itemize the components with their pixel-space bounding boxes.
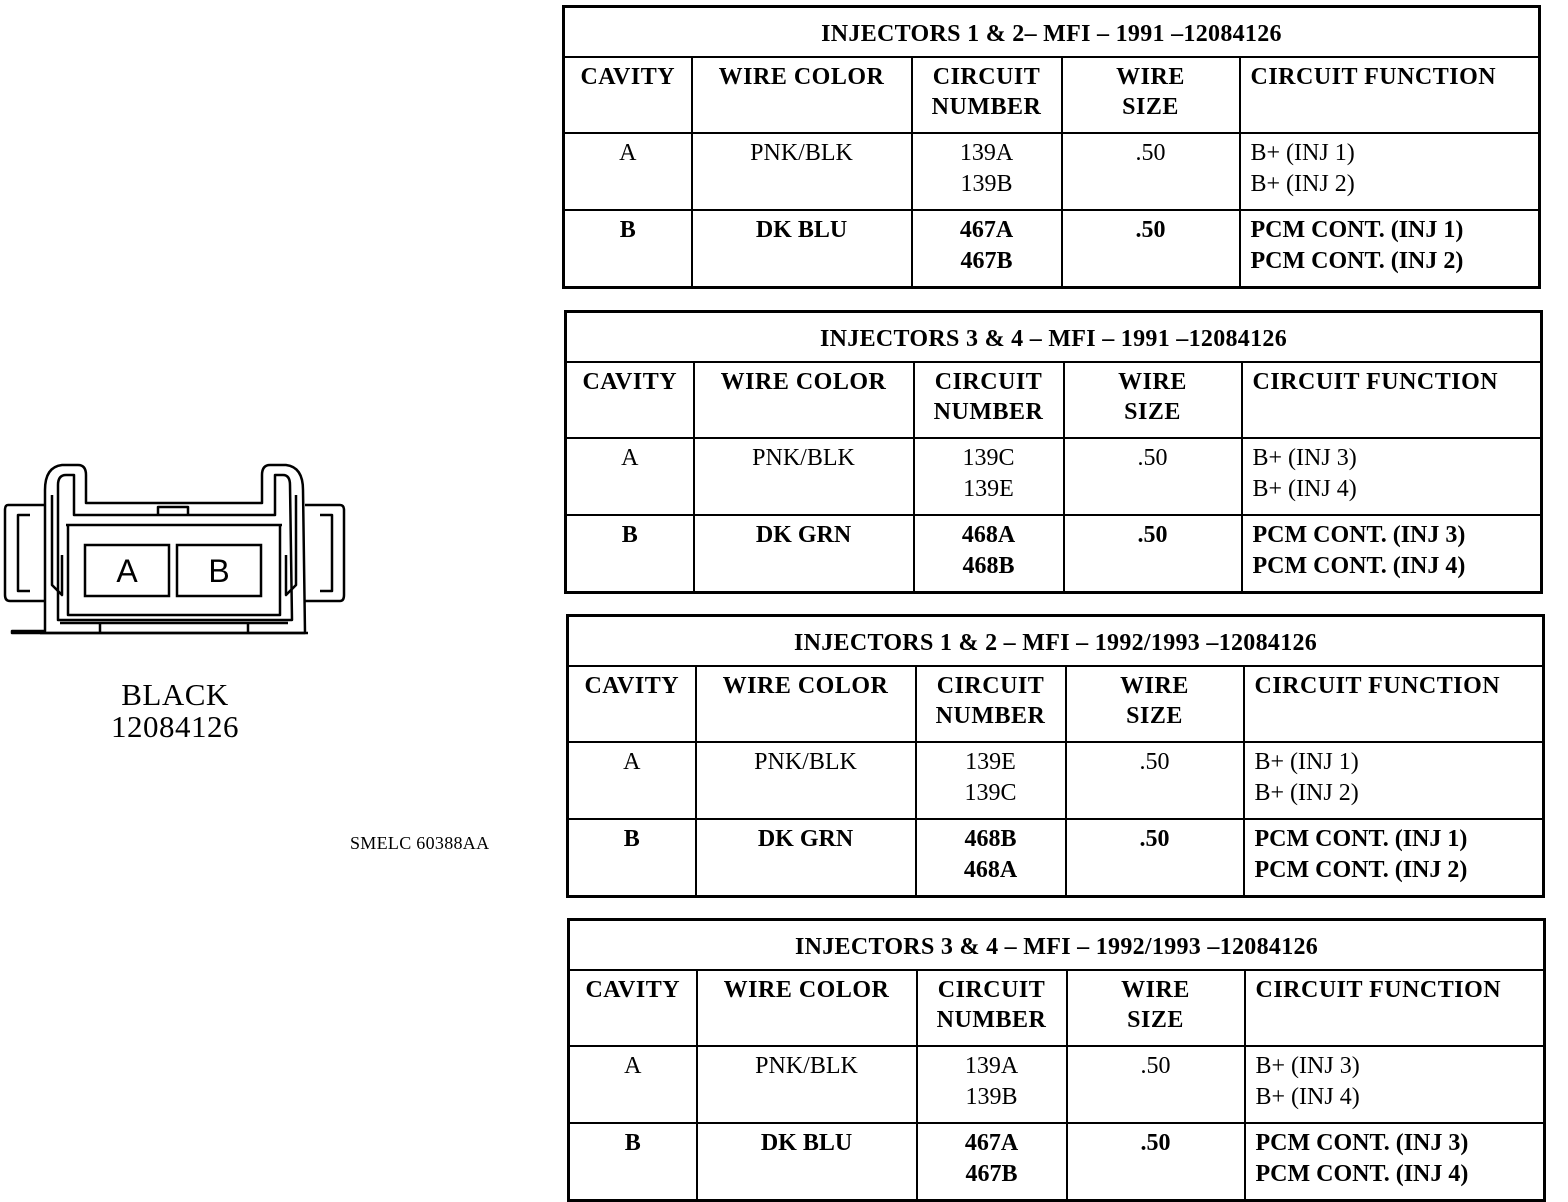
cell-circuit-number-line-1: 467A [959, 217, 1014, 243]
cell-cavity: B [564, 210, 692, 288]
cell-wire-size: .50 [1064, 515, 1242, 593]
header-wire-size-line-1: WIRE [1116, 64, 1185, 90]
header-circuit-number [916, 666, 1066, 742]
header-circuit-number [914, 362, 1064, 438]
cell-circuit-function-line-1: PCM CONT. (INJ 3) [1252, 522, 1466, 548]
pinout-table [564, 310, 1543, 594]
cell-circuit-function-line-1: PCM CONT. (INJ 3) [1255, 1130, 1469, 1156]
table-title: INJECTORS 3 & 4 – MFI – 1991 –12084126 [566, 312, 1542, 363]
cell-circuit-function [1245, 1123, 1545, 1201]
table-row [564, 133, 1540, 210]
cell-circuit-number-line-2: 139B [960, 171, 1013, 197]
cell-circuit-number [917, 1123, 1067, 1201]
cell-circuit-number [917, 1046, 1067, 1123]
table-title: INJECTORS 1 & 2– MFI – 1991 –12084126 [564, 7, 1540, 58]
figure-id: SMELC 60388AA [350, 833, 490, 853]
table-title-row [564, 7, 1540, 58]
cell-circuit-number [914, 515, 1064, 593]
cell-circuit-number [912, 133, 1062, 210]
header-circuit-number-line-2: NUMBER [931, 94, 1042, 120]
header-wire-size [1064, 362, 1242, 438]
cell-wire-size: .50 [1067, 1046, 1245, 1123]
cell-cavity: B [566, 515, 694, 593]
cell-wire-size: .50 [1062, 133, 1240, 210]
header-wire-color: WIRE COLOR [696, 666, 916, 742]
cell-wire-color: DK GRN [694, 515, 914, 593]
header-circuit-number-line-1: CIRCUIT [934, 369, 1043, 395]
cell-circuit-function-line-2: B+ (INJ 4) [1255, 1084, 1360, 1110]
cell-circuit-function-line-2: PCM CONT. (INJ 2) [1254, 857, 1468, 883]
cell-circuit-function-line-1: PCM CONT. (INJ 1) [1254, 826, 1468, 852]
pinout-table [566, 614, 1545, 898]
table-header-row [566, 362, 1542, 438]
header-circuit-number-line-1: CIRCUIT [932, 64, 1041, 90]
cell-circuit-number-line-2: 467B [965, 1161, 1018, 1187]
cell-cavity: A [564, 133, 692, 210]
cavity-a-label: A [116, 553, 138, 589]
cell-wire-color: DK BLU [697, 1123, 917, 1201]
cell-circuit-function-line-2: B+ (INJ 2) [1254, 780, 1359, 806]
cell-circuit-number [916, 742, 1066, 819]
cell-circuit-function-line-1: B+ (INJ 3) [1255, 1053, 1360, 1079]
cell-wire-color: PNK/BLK [697, 1046, 917, 1123]
cell-circuit-function [1244, 742, 1544, 819]
header-wire-color: WIRE COLOR [694, 362, 914, 438]
cell-circuit-number-line-2: 468A [963, 857, 1018, 883]
header-circuit-function: CIRCUIT FUNCTION [1245, 970, 1545, 1046]
header-wire-size [1062, 57, 1240, 133]
cell-wire-color: DK BLU [692, 210, 912, 288]
cell-wire-size: .50 [1067, 1123, 1245, 1201]
cell-circuit-function-line-1: B+ (INJ 1) [1254, 749, 1359, 775]
connector-part-number: 12084126 [111, 709, 239, 744]
header-circuit-function: CIRCUIT FUNCTION [1242, 362, 1542, 438]
cell-circuit-function-line-2: B+ (INJ 4) [1252, 476, 1357, 502]
header-wire-size-line-2: SIZE [1127, 1007, 1184, 1033]
cell-wire-color: PNK/BLK [692, 133, 912, 210]
cell-cavity: B [569, 1123, 697, 1201]
header-circuit-function: CIRCUIT FUNCTION [1240, 57, 1540, 133]
header-circuit-number-line-1: CIRCUIT [936, 673, 1045, 699]
cell-circuit-number-line-1: 139C [962, 445, 1015, 471]
header-wire-size-line-1: WIRE [1121, 977, 1190, 1003]
cell-circuit-function [1242, 438, 1542, 515]
cell-wire-size: .50 [1066, 819, 1244, 897]
header-wire-color: WIRE COLOR [692, 57, 912, 133]
cell-wire-size: .50 [1064, 438, 1242, 515]
cell-circuit-number-line-2: 139B [965, 1084, 1018, 1110]
table-header-row [564, 57, 1540, 133]
header-wire-size-line-1: WIRE [1120, 673, 1189, 699]
cell-circuit-function [1240, 133, 1540, 210]
header-wire-size [1066, 666, 1244, 742]
cell-circuit-number-line-1: 139A [959, 140, 1014, 166]
cell-wire-color: PNK/BLK [694, 438, 914, 515]
cell-circuit-function [1245, 1046, 1545, 1123]
cell-wire-color: DK GRN [696, 819, 916, 897]
cell-circuit-number-line-2: 468B [962, 553, 1015, 579]
cell-circuit-number [916, 819, 1066, 897]
cell-cavity: A [568, 742, 696, 819]
cell-circuit-number-line-1: 468A [961, 522, 1016, 548]
cell-circuit-number-line-2: 139C [964, 780, 1017, 806]
header-wire-size-line-2: SIZE [1122, 94, 1179, 120]
cell-circuit-number-line-1: 139A [964, 1053, 1019, 1079]
cell-circuit-number-line-1: 467A [964, 1130, 1019, 1156]
connector-color-label: BLACK [121, 677, 229, 712]
cell-wire-size: .50 [1066, 742, 1244, 819]
header-circuit-number-line-2: NUMBER [933, 399, 1044, 425]
connector-face-diagram [0, 455, 350, 655]
cell-circuit-function-line-1: B+ (INJ 1) [1250, 140, 1355, 166]
header-cavity: CAVITY [566, 362, 694, 438]
cell-circuit-number-line-2: 467B [960, 248, 1013, 274]
table-row [564, 210, 1540, 288]
table-row [566, 515, 1542, 593]
table-title: INJECTORS 3 & 4 – MFI – 1992/1993 –12084126 [569, 920, 1545, 971]
cell-wire-size: .50 [1062, 210, 1240, 288]
cavity-b-label: B [208, 553, 230, 589]
table-row [569, 1123, 1545, 1201]
header-circuit-number [912, 57, 1062, 133]
cell-circuit-function-line-2: PCM CONT. (INJ 4) [1255, 1161, 1469, 1187]
header-circuit-number-line-2: NUMBER [935, 703, 1046, 729]
header-wire-size-line-1: WIRE [1118, 369, 1187, 395]
cell-cavity: B [568, 819, 696, 897]
cell-cavity: A [566, 438, 694, 515]
header-wire-size [1067, 970, 1245, 1046]
table-header-row [568, 666, 1544, 742]
table-title-row [569, 920, 1545, 971]
header-wire-color: WIRE COLOR [697, 970, 917, 1046]
header-circuit-function: CIRCUIT FUNCTION [1244, 666, 1544, 742]
header-wire-size-line-2: SIZE [1126, 703, 1183, 729]
cell-circuit-function [1240, 210, 1540, 288]
header-cavity: CAVITY [569, 970, 697, 1046]
header-circuit-number-line-1: CIRCUIT [937, 977, 1046, 1003]
table-row [569, 1046, 1545, 1123]
cell-cavity: A [569, 1046, 697, 1123]
table-title: INJECTORS 1 & 2 – MFI – 1992/1993 –12084126 [568, 616, 1544, 667]
cell-wire-color: PNK/BLK [696, 742, 916, 819]
cell-circuit-function-line-2: PCM CONT. (INJ 4) [1252, 553, 1466, 579]
header-circuit-number [917, 970, 1067, 1046]
cell-circuit-function [1242, 515, 1542, 593]
table-row [568, 742, 1544, 819]
cell-circuit-function-line-1: B+ (INJ 3) [1252, 445, 1357, 471]
header-cavity: CAVITY [564, 57, 692, 133]
table-title-row [566, 312, 1542, 363]
cell-circuit-function-line-1: PCM CONT. (INJ 1) [1250, 217, 1464, 243]
table-row [568, 819, 1544, 897]
header-wire-size-line-2: SIZE [1124, 399, 1181, 425]
cell-circuit-number-line-1: 468B [964, 826, 1017, 852]
cell-circuit-number-line-2: 139E [963, 476, 1014, 502]
cell-circuit-function-line-2: PCM CONT. (INJ 2) [1250, 248, 1464, 274]
pinout-table [562, 5, 1541, 289]
cell-circuit-function [1244, 819, 1544, 897]
cell-circuit-number [914, 438, 1064, 515]
table-header-row [569, 970, 1545, 1046]
cell-circuit-function-line-2: B+ (INJ 2) [1250, 171, 1355, 197]
table-row [566, 438, 1542, 515]
cell-circuit-number [912, 210, 1062, 288]
pinout-table [567, 918, 1546, 1202]
cell-circuit-number-line-1: 139E [965, 749, 1016, 775]
header-circuit-number-line-2: NUMBER [936, 1007, 1047, 1033]
table-title-row [568, 616, 1544, 667]
header-cavity: CAVITY [568, 666, 696, 742]
